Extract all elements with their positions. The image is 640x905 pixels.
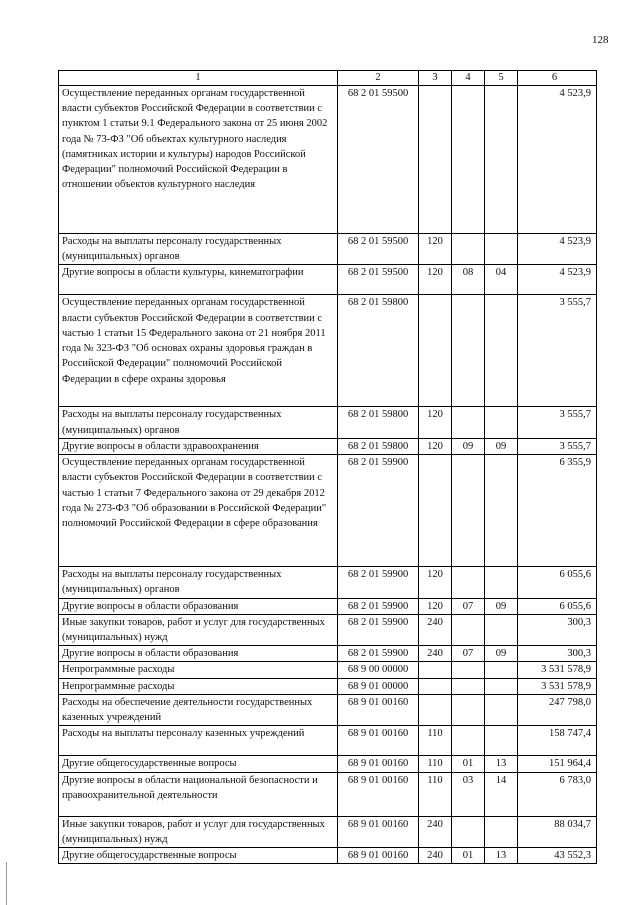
subsection-cell: 09 [485, 646, 518, 662]
table-row [59, 295, 597, 407]
amount-cell: 3 531 578,9 [518, 678, 597, 694]
expense-type-cell: 240 [419, 816, 452, 847]
target-code-cell: 68 2 01 59500 [338, 265, 419, 295]
amount-cell: 300,3 [518, 614, 597, 645]
header-col-1: 1 [59, 71, 338, 86]
section-cell [452, 614, 485, 645]
expense-type-cell [419, 455, 452, 567]
table-body [59, 71, 597, 864]
table-row [59, 646, 597, 662]
section-cell: 08 [452, 265, 485, 295]
amount-cell: 158 747,4 [518, 726, 597, 756]
amount-cell: 4 523,9 [518, 234, 597, 265]
target-code-cell: 68 2 01 59800 [338, 407, 419, 438]
amount-cell: 6 055,6 [518, 567, 597, 598]
header-col-3: 3 [419, 71, 452, 86]
target-code-cell: 68 9 00 00000 [338, 662, 419, 678]
target-code-cell: 68 2 01 59500 [338, 234, 419, 265]
row-name-cell: Непрограммные расходы [59, 662, 338, 678]
section-cell [452, 678, 485, 694]
row-name-cell: Другие вопросы в области образования [59, 646, 338, 662]
row-name-cell: Иные закупки товаров, работ и услуг для государственных (муниципальных) нужд [59, 614, 338, 645]
subsection-cell [485, 407, 518, 438]
target-code-cell: 68 9 01 00160 [338, 756, 419, 772]
amount-cell: 6 783,0 [518, 772, 597, 816]
subsection-cell: 14 [485, 772, 518, 816]
amount-cell: 3 555,7 [518, 295, 597, 407]
row-name-cell: Осуществление переданных органам государственной власти субъектов Российской Федерации в соответствии с пунктом 1 статьи 9.1 Федерального закона от 25 июня 2002 года № 73-ФЗ "Об объектах культурного наследия (памятниках истории и культуры) народов Российской Федерации" полномочий Российской Федерации в отношении объектов культурного наследия [59, 86, 338, 234]
section-cell [452, 726, 485, 756]
expense-type-cell: 110 [419, 772, 452, 816]
target-code-cell: 68 9 01 00160 [338, 694, 419, 725]
expense-type-cell: 110 [419, 726, 452, 756]
amount-cell: 3 531 578,9 [518, 662, 597, 678]
header-col-5: 5 [485, 71, 518, 86]
section-cell [452, 567, 485, 598]
row-name-cell: Расходы на выплаты персоналу государственных (муниципальных) органов [59, 567, 338, 598]
target-code-cell: 68 9 01 00000 [338, 678, 419, 694]
subsection-cell [485, 86, 518, 234]
amount-cell: 300,3 [518, 646, 597, 662]
subsection-cell [485, 816, 518, 847]
header-col-4: 4 [452, 71, 485, 86]
expense-type-cell: 240 [419, 646, 452, 662]
subsection-cell [485, 567, 518, 598]
header-col-6: 6 [518, 71, 597, 86]
subsection-cell: 13 [485, 756, 518, 772]
amount-cell: 6 355,9 [518, 455, 597, 567]
subsection-cell: 09 [485, 598, 518, 614]
amount-cell: 6 055,6 [518, 598, 597, 614]
expense-type-cell: 120 [419, 234, 452, 265]
table-row [59, 694, 597, 725]
table-row [59, 756, 597, 772]
section-cell: 03 [452, 772, 485, 816]
amount-cell: 4 523,9 [518, 86, 597, 234]
page-number: 128 [592, 34, 609, 46]
subsection-cell [485, 662, 518, 678]
subsection-cell [485, 455, 518, 567]
amount-cell: 4 523,9 [518, 265, 597, 295]
budget-table [58, 70, 597, 864]
expense-type-cell [419, 295, 452, 407]
target-code-cell: 68 2 01 59900 [338, 455, 419, 567]
row-name-cell: Другие вопросы в области здравоохранения [59, 438, 338, 454]
amount-cell: 3 555,7 [518, 438, 597, 454]
subsection-cell: 04 [485, 265, 518, 295]
subsection-cell [485, 614, 518, 645]
expense-type-cell [419, 694, 452, 725]
expense-type-cell: 120 [419, 265, 452, 295]
subsection-cell [485, 234, 518, 265]
target-code-cell: 68 9 01 00160 [338, 847, 419, 863]
row-name-cell: Другие общегосударственные вопросы [59, 847, 338, 863]
section-cell [452, 694, 485, 725]
subsection-cell: 13 [485, 847, 518, 863]
expense-type-cell: 120 [419, 438, 452, 454]
row-name-cell: Расходы на выплаты персоналу государственных (муниципальных) органов [59, 407, 338, 438]
amount-cell: 151 964,4 [518, 756, 597, 772]
table-row [59, 614, 597, 645]
subsection-cell [485, 295, 518, 407]
target-code-cell: 68 2 01 59900 [338, 598, 419, 614]
header-col-2: 2 [338, 71, 419, 86]
section-cell: 01 [452, 756, 485, 772]
amount-cell: 247 798,0 [518, 694, 597, 725]
section-cell [452, 86, 485, 234]
table-row [59, 234, 597, 265]
row-name-cell: Расходы на выплаты персоналу государственных (муниципальных) органов [59, 234, 338, 265]
target-code-cell: 68 9 01 00160 [338, 772, 419, 816]
table-row [59, 567, 597, 598]
row-name-cell: Другие вопросы в области национальной безопасности и правоохранительной деятельности [59, 772, 338, 816]
table-row [59, 438, 597, 454]
expense-type-cell: 120 [419, 407, 452, 438]
amount-cell: 88 034,7 [518, 816, 597, 847]
target-code-cell: 68 2 01 59900 [338, 646, 419, 662]
expense-type-cell [419, 662, 452, 678]
section-cell [452, 295, 485, 407]
table-row [59, 265, 597, 295]
section-cell [452, 662, 485, 678]
target-code-cell: 68 2 01 59900 [338, 614, 419, 645]
amount-cell: 3 555,7 [518, 407, 597, 438]
expense-type-cell: 110 [419, 756, 452, 772]
row-name-cell: Иные закупки товаров, работ и услуг для государственных (муниципальных) нужд [59, 816, 338, 847]
amount-cell: 43 552,3 [518, 847, 597, 863]
table-row [59, 772, 597, 816]
expense-type-cell: 240 [419, 614, 452, 645]
section-cell: 07 [452, 646, 485, 662]
subsection-cell: 09 [485, 438, 518, 454]
target-code-cell: 68 2 01 59500 [338, 86, 419, 234]
expense-type-cell [419, 86, 452, 234]
table-row [59, 86, 597, 234]
row-name-cell: Осуществление переданных органам государственной власти субъектов Российской Федерации в соответствии с частью 1 статьи 7 Федерального закона от 29 декабря 2012 года № 273-ФЗ "Об образовании в Российской Федерации" полномочий Российской Федерации в сфере образования [59, 455, 338, 567]
section-cell [452, 455, 485, 567]
section-cell [452, 407, 485, 438]
row-name-cell: Расходы на выплаты персоналу казенных учреждений [59, 726, 338, 756]
subsection-cell [485, 694, 518, 725]
subsection-cell [485, 678, 518, 694]
expense-type-cell: 120 [419, 567, 452, 598]
target-code-cell: 68 2 01 59900 [338, 567, 419, 598]
table-row [59, 678, 597, 694]
margin-rule [6, 862, 7, 905]
expense-type-cell [419, 678, 452, 694]
table-row [59, 598, 597, 614]
section-cell [452, 816, 485, 847]
section-cell: 07 [452, 598, 485, 614]
row-name-cell: Расходы на обеспечение деятельности государственных казенных учреждений [59, 694, 338, 725]
subsection-cell [485, 726, 518, 756]
section-cell [452, 234, 485, 265]
row-name-cell: Непрограммные расходы [59, 678, 338, 694]
row-name-cell: Осуществление переданных органам государственной власти субъектов Российской Федерации в соответствии с частью 1 статьи 15 Федерального закона от 21 ноября 2011 года № 323-ФЗ "Об основах охраны здоровья граждан в Российской Федерации" полномочий Российской Федерации в сфере охраны здоровья [59, 295, 338, 407]
row-name-cell: Другие общегосударственные вопросы [59, 756, 338, 772]
expense-type-cell: 120 [419, 598, 452, 614]
target-code-cell: 68 9 01 00160 [338, 726, 419, 756]
table-row [59, 455, 597, 567]
row-name-cell: Другие вопросы в области культуры, кинематографии [59, 265, 338, 295]
target-code-cell: 68 2 01 59800 [338, 295, 419, 407]
table-row [59, 726, 597, 756]
table-row [59, 662, 597, 678]
section-cell: 01 [452, 847, 485, 863]
target-code-cell: 68 9 01 00160 [338, 816, 419, 847]
section-cell: 09 [452, 438, 485, 454]
header-row [59, 71, 597, 86]
table-row [59, 847, 597, 863]
table-row [59, 407, 597, 438]
table-row [59, 816, 597, 847]
target-code-cell: 68 2 01 59800 [338, 438, 419, 454]
row-name-cell: Другие вопросы в области образования [59, 598, 338, 614]
expense-type-cell: 240 [419, 847, 452, 863]
